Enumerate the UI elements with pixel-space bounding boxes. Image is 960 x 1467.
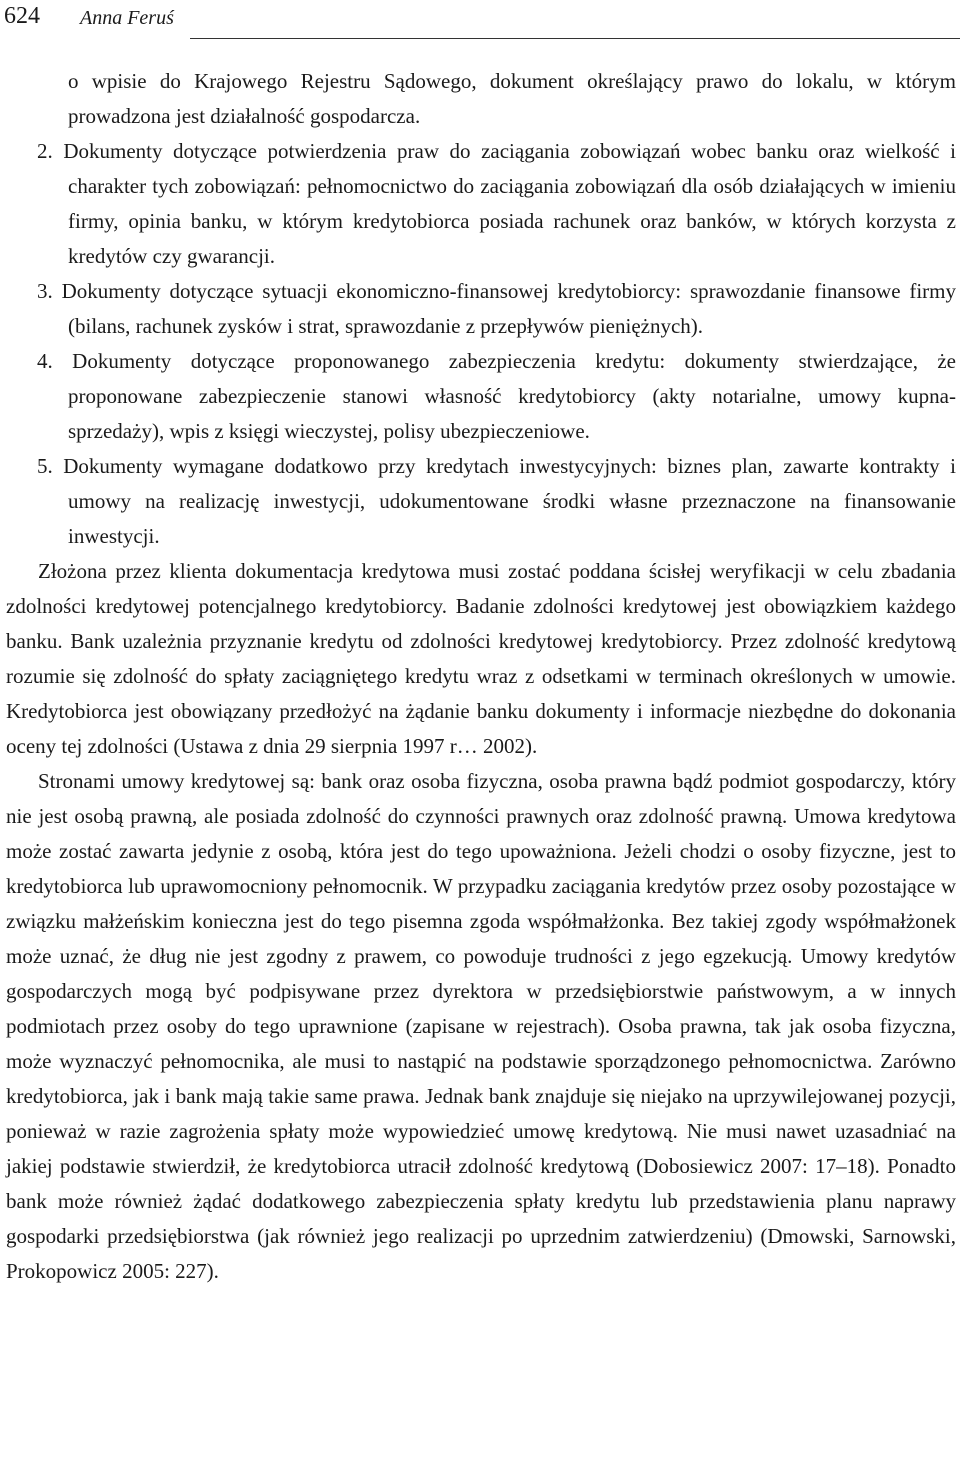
list-item-text: Dokumenty dotyczące sytuacji ekonomiczno-finansowej kredytobiorcy: sprawozdanie finansowe firmy (bilans, rachunek zysków i strat, sprawozdanie z przepływów pieniężnych).: [61, 279, 956, 338]
page-body: [6, 64, 956, 1289]
body-paragraph: Złożona przez klienta dokumentacja kredytowa musi zostać poddana ścisłej weryfikacji w celu zbadania zdolności kredytowej potencjalnego kredytobiorcy. Badanie zdolności kredytowej jest obowiązkiem każdego banku. Bank uzależnia przyznanie kredytu od zdolności kredytowej kredytobiorcy. Przez zdolność kredytową rozumie się zdolność do spłaty zaciągniętego kredytu wraz z odsetkami w terminach określonych w umowie. Kredytobiorca jest obowiązany przedłożyć na żądanie banku dokumenty i informacje niezbędne do dokonania oceny tej zdolności (Ustawa z dnia 29 sierpnia 1997 r… 2002).: [6, 559, 956, 758]
list-item: [6, 134, 956, 274]
list-item-continuation: o wpisie do Krajowego Rejestru Sądowego, dokument określający prawo do lokalu, w którym prowadzona jest działalność gospodarcza.: [68, 69, 956, 128]
running-head-author: Anna Feruś: [80, 7, 174, 29]
list-item-text: Dokumenty dotyczące proponowanego zabezpieczenia kredytu: dokumenty stwierdzające, że proponowane zabezpieczenie stanowi własność kredytobiorcy (akty notarialne, umowy kupna-sprzedaży), wpis z księgi wieczystej, polisy ubezpieczeniowe.: [68, 349, 957, 443]
list-item-number: 2.: [37, 139, 53, 163]
header-rule: [190, 38, 960, 39]
list-item: [6, 449, 956, 554]
body-paragraph: Stronami umowy kredytowej są: bank oraz osoba fizyczna, osoba prawna bądź podmiot gospodarczy, który nie jest osobą prawną, ale posiada zdolność do czynności prawnych oraz zdolność prawną. Umowa kredytowa może zostać zawarta jedynie z osobą, która jest do tego upoważniona. Jeżeli chodzi o osoby fizyczne, jest to kredytobiorca lub uprawomocniony pełnomocnik. W przypadku zaciągania kredytów przez osoby pozostające w związku małżeńskim konieczna jest do tego pisemna zgoda współmałżonka. Bez takiej zgody współmałżonek może uznać, że dług nie jest zgodny z prawem, co powoduje trudności z jego egzekucją. Umowy kredytów gospodarczych mogą być podpisywane przez dyrektora w przedsiębiorstwie państwowym, a w innych podmiotach przez osoby do tego uprawnione (zapisane w rejestrach). Osoba prawna, tak jak osoba fizyczna, może wyznaczyć pełnomocnika, ale musi to nastąpić na podstawie sporządzonego pełnomocnictwa. Zarówno kredytobiorca, jak i bank mają takie same prawa. Jednak bank znajduje się niejako na uprzywilejowanej pozycji, ponieważ w razie zagrożenia spłaty może wypowiedzieć umowę kredytową. Nie musi nawet uzasadniać na jakiej podstawie stwierdził, że kredytobiorca utracił zdolność kredytową (Dobosiewicz 2007: 17–18). Ponadto bank może również żądać dodatkowego zabezpieczenia spłaty kredytu lub przedstawienia planu naprawy gospodarki przedsiębiorstwa (jak również jego realizacji po uprzednim zatwierdzeniu) (Dmowski, Sarnowski, Prokopowicz 2005: 227).: [6, 769, 956, 1283]
list-item-text: Dokumenty dotyczące potwierdzenia praw do zaciągania zobowiązań wobec banku oraz wielkość i charakter tych zobowiązań: pełnomocnictwo do zaciągania zobowiązań dla osób działających w imieniu firmy, opinia banku, w którym kredytobiorca posiada rachunek oraz banków, w których korzysta z kredytów czy gwarancji.: [63, 139, 956, 268]
page-header: [4, 0, 960, 40]
list-item: [6, 274, 956, 344]
list-item: [6, 344, 956, 449]
list-item-number: 5.: [37, 454, 53, 478]
page-number: 624: [4, 3, 40, 29]
list-item-number: 3.: [37, 279, 53, 303]
list-item-number: 4.: [37, 349, 53, 373]
list-item-text: Dokumenty wymagane dodatkowo przy kredytach inwestycyjnych: biznes plan, zawarte kontrakty i umowy na realizację inwestycji, udokumentowane środki własne przeznaczone na finansowanie inwestycji.: [63, 454, 957, 548]
